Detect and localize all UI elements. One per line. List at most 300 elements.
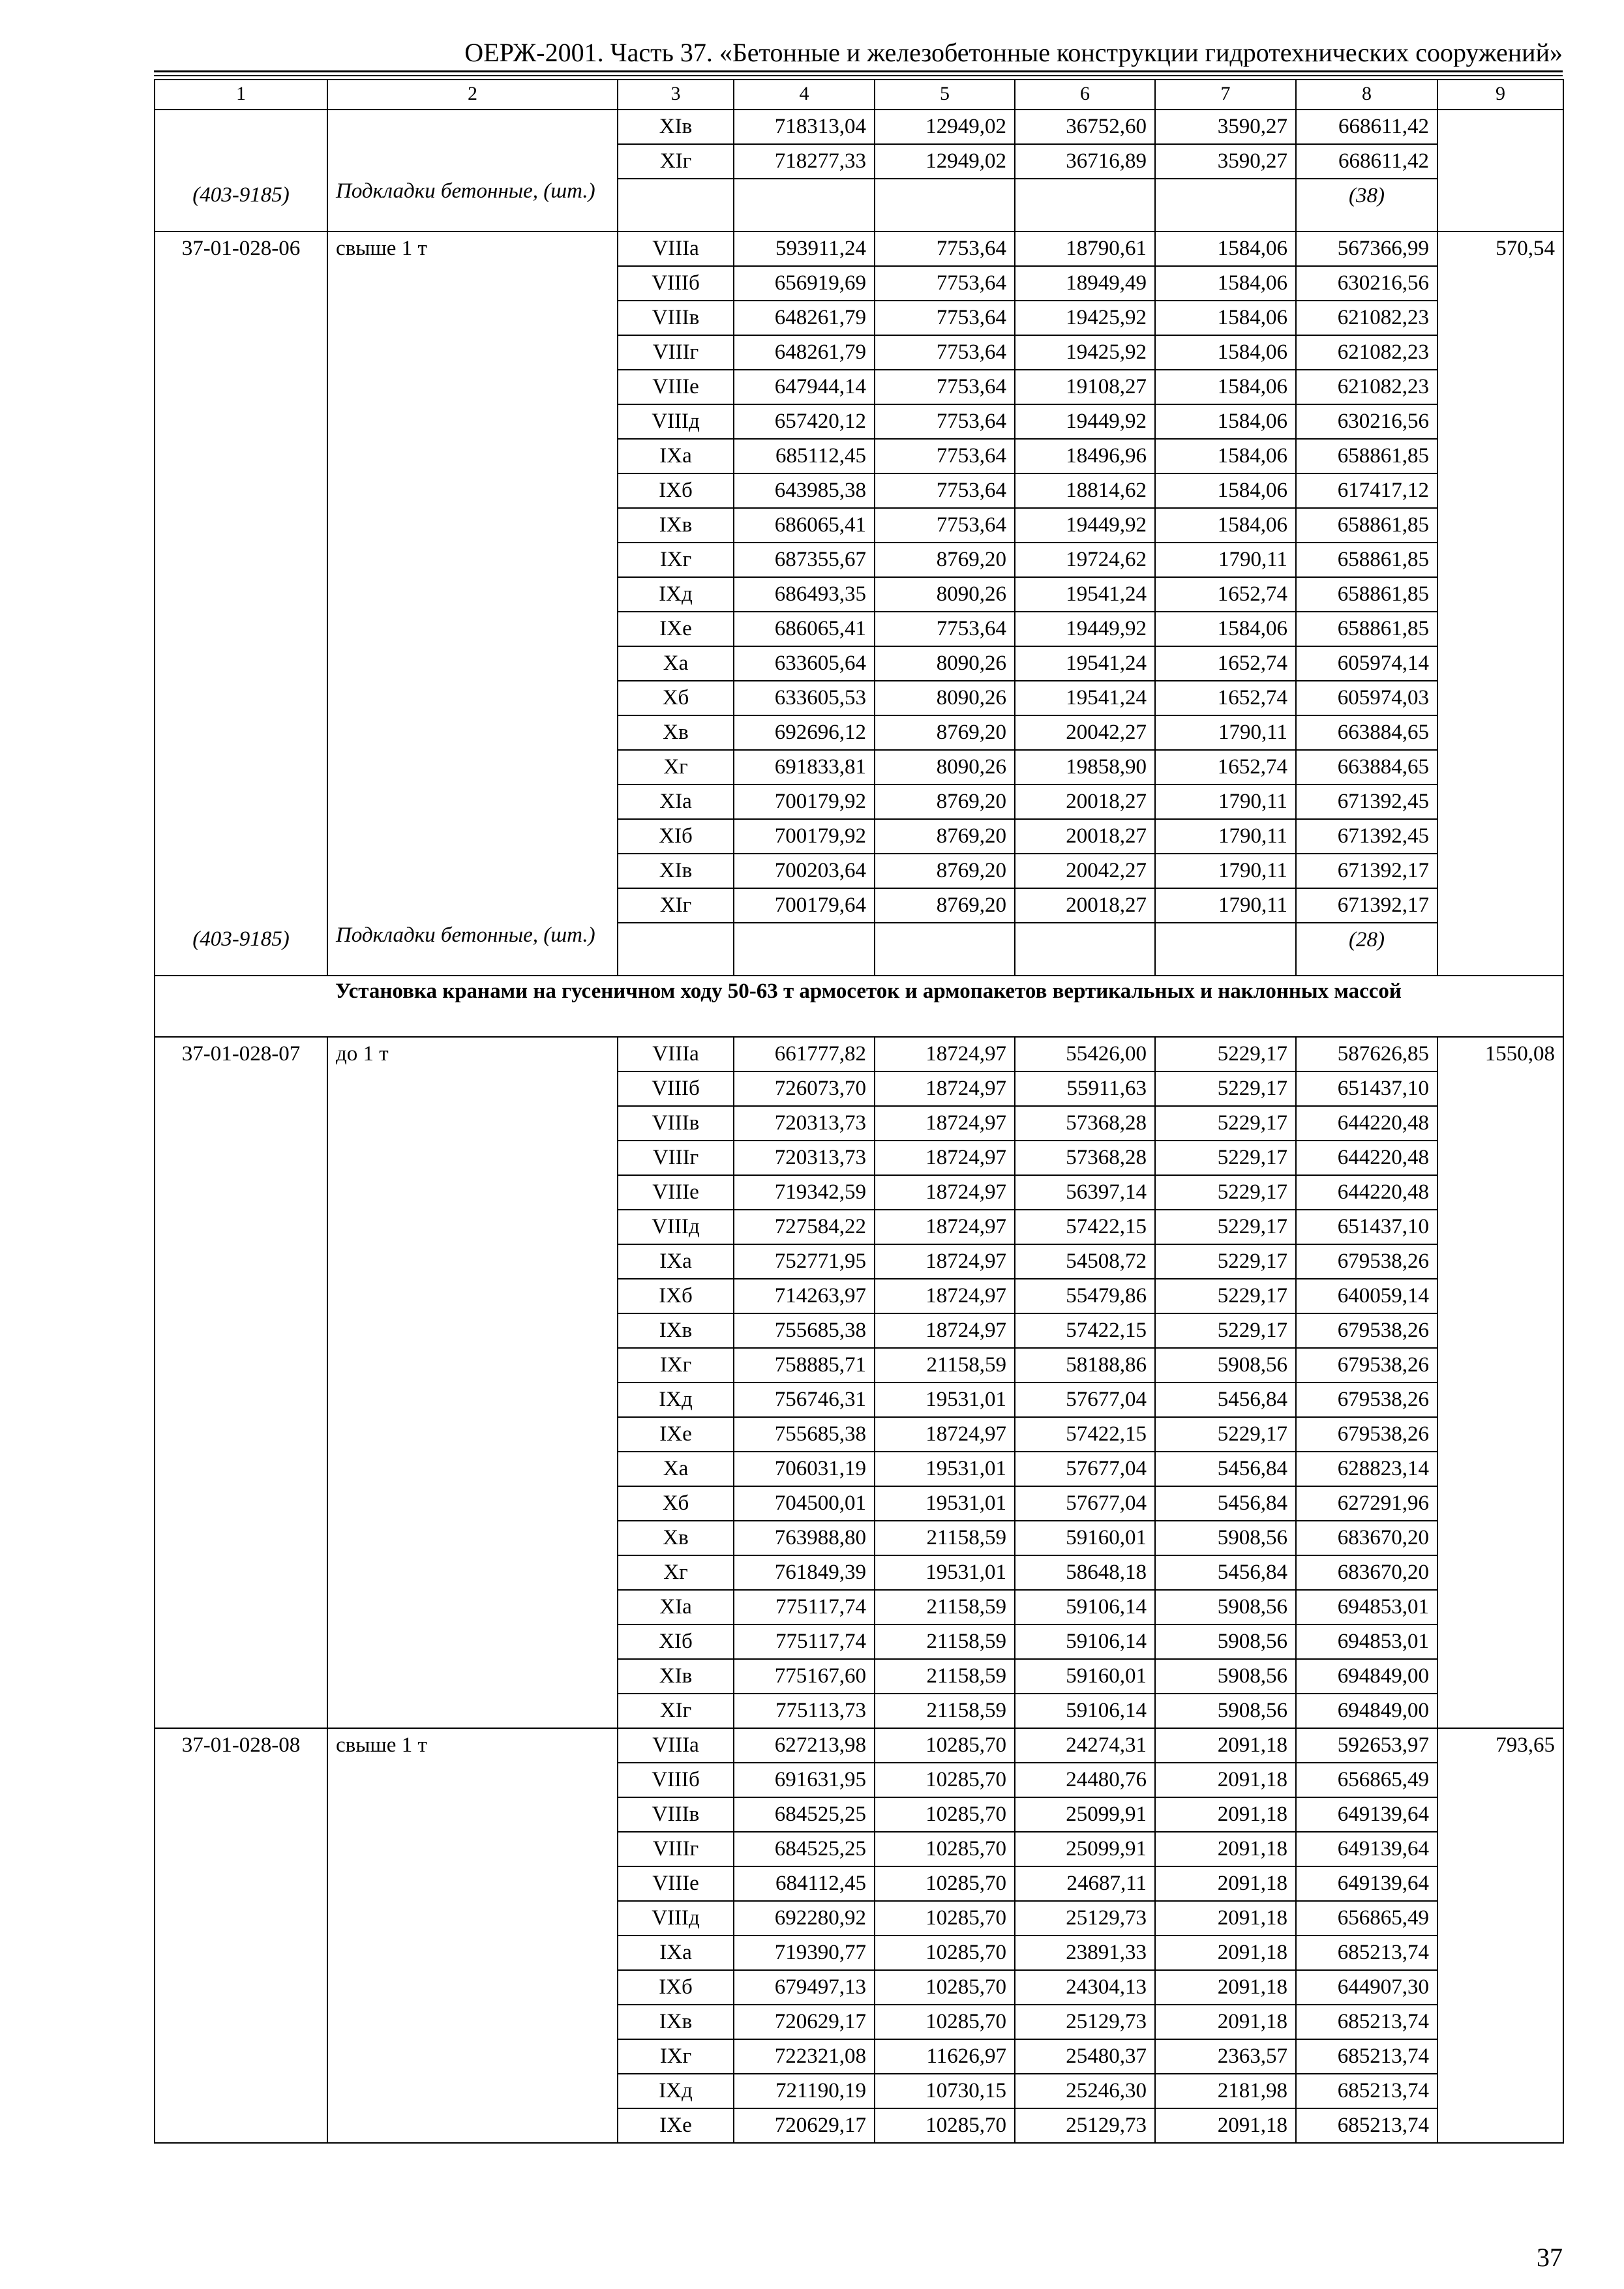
total-cost-cell: 692280,92 <box>734 1901 875 1936</box>
zone-cell: IXг <box>618 2039 734 2074</box>
zone-cell: VIIIд <box>618 1210 734 1244</box>
total-cost-cell: 714263,97 <box>734 1279 875 1313</box>
zone-cell: VIIIв <box>618 1106 734 1141</box>
machine-cost-cell: 25129,73 <box>1015 1901 1155 1936</box>
material-cost-cell: 671392,17 <box>1296 854 1437 888</box>
wage-cell: 8090,26 <box>875 577 1015 612</box>
machinist-wage-cell: 2091,18 <box>1155 1901 1296 1936</box>
column-number-row <box>155 80 1563 110</box>
material-cost-cell: 679538,26 <box>1296 1348 1437 1383</box>
total-cost-cell: 719342,59 <box>734 1175 875 1210</box>
material-cost-cell: 694853,01 <box>1296 1590 1437 1624</box>
empty-cell <box>875 179 1015 232</box>
material-ref-row <box>155 923 1563 976</box>
empty-cell <box>1437 923 1563 976</box>
machine-cost-cell: 54508,72 <box>1015 1244 1155 1279</box>
total-cost-cell: 775117,74 <box>734 1624 875 1659</box>
zone-cell: VIIIб <box>618 1071 734 1106</box>
total-cost-cell: 633605,53 <box>734 681 875 715</box>
machine-cost-cell: 57422,15 <box>1015 1417 1155 1452</box>
empty-cell <box>155 976 327 1037</box>
machinist-wage-cell: 1790,11 <box>1155 854 1296 888</box>
machine-cost-cell: 25480,37 <box>1015 2039 1155 2074</box>
wage-cell: 8769,20 <box>875 888 1015 923</box>
page-number: 37 <box>1537 2243 1563 2272</box>
code-cell <box>155 110 327 179</box>
machinist-wage-cell: 5908,56 <box>1155 1694 1296 1728</box>
wage-cell: 18724,97 <box>875 1175 1015 1210</box>
machinist-wage-cell: 1790,11 <box>1155 785 1296 819</box>
machinist-wage-cell: 2091,18 <box>1155 1970 1296 2005</box>
total-cost-cell: 763988,80 <box>734 1521 875 1555</box>
machinist-wage-cell: 1652,74 <box>1155 750 1296 785</box>
machine-cost-cell: 36752,60 <box>1015 110 1155 144</box>
material-cost-cell: 605974,03 <box>1296 681 1437 715</box>
material-cost-cell: 658861,85 <box>1296 543 1437 577</box>
machine-cost-cell: 18949,49 <box>1015 266 1155 301</box>
wage-cell: 10285,70 <box>875 1797 1015 1832</box>
machine-cost-cell: 24304,13 <box>1015 1970 1155 2005</box>
wage-cell: 21158,59 <box>875 1521 1015 1555</box>
machinist-wage-cell: 5229,17 <box>1155 1037 1296 1071</box>
material-cost-cell: 694849,00 <box>1296 1659 1437 1694</box>
machine-cost-cell: 20042,27 <box>1015 715 1155 750</box>
machinist-wage-cell: 1584,06 <box>1155 508 1296 543</box>
norm-code: 37-01-028-08 <box>155 1728 327 2143</box>
wage-cell: 8769,20 <box>875 854 1015 888</box>
wage-cell: 21158,59 <box>875 1590 1015 1624</box>
material-cost-cell: 640059,14 <box>1296 1279 1437 1313</box>
material-cost-cell: 668611,42 <box>1296 110 1437 144</box>
wage-cell: 21158,59 <box>875 1659 1015 1694</box>
col9-value: 570,54 <box>1437 232 1563 923</box>
norm-name: свыше 1 т <box>327 1728 618 2143</box>
machine-cost-cell: 56397,14 <box>1015 1175 1155 1210</box>
material-cost-cell: 649139,64 <box>1296 1832 1437 1866</box>
norm-code: 37-01-028-06 <box>155 232 327 923</box>
wage-cell: 8769,20 <box>875 785 1015 819</box>
page-header: ОЕРЖ-2001. Часть 37. «Бетонные и железобетонные конструкции гидротехнических сооружений» <box>154 38 1563 72</box>
machine-cost-cell: 18814,62 <box>1015 473 1155 508</box>
zone-cell: IXа <box>618 1244 734 1279</box>
machine-cost-cell: 19541,24 <box>1015 646 1155 681</box>
machine-cost-cell: 24274,31 <box>1015 1728 1155 1763</box>
zone-cell: IXг <box>618 543 734 577</box>
total-cost-cell: 726073,70 <box>734 1071 875 1106</box>
machinist-wage-cell: 1584,06 <box>1155 404 1296 439</box>
material-cost-cell: 658861,85 <box>1296 439 1437 473</box>
machine-cost-cell: 19449,92 <box>1015 508 1155 543</box>
zone-cell: IXд <box>618 2074 734 2108</box>
machinist-wage-cell: 2363,57 <box>1155 2039 1296 2074</box>
zone-cell: IXе <box>618 612 734 646</box>
material-cost-cell: 627291,96 <box>1296 1486 1437 1521</box>
wage-cell: 19531,01 <box>875 1555 1015 1590</box>
material-cost-cell: 644907,30 <box>1296 1970 1437 2005</box>
zone-cell: XIв <box>618 110 734 144</box>
material-cost-cell: 621082,23 <box>1296 335 1437 370</box>
wage-cell: 7753,64 <box>875 404 1015 439</box>
section-title: Установка кранами на гусеничном ходу 50-63 т армосеток и армопакетов вертикальных и наклонных массой <box>327 976 1563 1037</box>
zone-cell: XIб <box>618 1624 734 1659</box>
col9-value: 793,65 <box>1437 1728 1563 2143</box>
material-cost-cell: 630216,56 <box>1296 404 1437 439</box>
material-cost-cell: 656865,49 <box>1296 1763 1437 1797</box>
zone-cell: XIг <box>618 1694 734 1728</box>
machinist-wage-cell: 2091,18 <box>1155 1936 1296 1970</box>
total-cost-cell: 720629,17 <box>734 2108 875 2143</box>
price-table <box>154 79 1564 2144</box>
zone-cell: XIв <box>618 1659 734 1694</box>
zone-cell: IXв <box>618 508 734 543</box>
zone-cell: IXд <box>618 1383 734 1417</box>
machinist-wage-cell: 5456,84 <box>1155 1486 1296 1521</box>
machine-cost-cell: 25129,73 <box>1015 2108 1155 2143</box>
total-cost-cell: 720313,73 <box>734 1106 875 1141</box>
column-number: 5 <box>875 80 1015 110</box>
column-number: 6 <box>1015 80 1155 110</box>
wage-cell: 8769,20 <box>875 715 1015 750</box>
total-cost-cell: 718313,04 <box>734 110 875 144</box>
machinist-wage-cell: 2091,18 <box>1155 1797 1296 1832</box>
total-cost-cell: 657420,12 <box>734 404 875 439</box>
total-cost-cell: 755685,38 <box>734 1313 875 1348</box>
wage-cell: 12949,02 <box>875 144 1015 179</box>
total-cost-cell: 685112,45 <box>734 439 875 473</box>
zone-cell: VIIIб <box>618 266 734 301</box>
machinist-wage-cell: 5229,17 <box>1155 1071 1296 1106</box>
material-cost-cell: 644220,48 <box>1296 1106 1437 1141</box>
total-cost-cell: 756746,31 <box>734 1383 875 1417</box>
empty-cell <box>1015 179 1155 232</box>
zone-cell: VIIIе <box>618 1175 734 1210</box>
total-cost-cell: 700179,92 <box>734 785 875 819</box>
material-cost-cell: 621082,23 <box>1296 370 1437 404</box>
material-cost-cell: 668611,42 <box>1296 144 1437 179</box>
wage-cell: 7753,64 <box>875 335 1015 370</box>
zone-cell: Xв <box>618 715 734 750</box>
wage-cell: 10285,70 <box>875 1866 1015 1901</box>
material-cost-cell: 663884,65 <box>1296 715 1437 750</box>
machine-cost-cell: 25129,73 <box>1015 2005 1155 2039</box>
machine-cost-cell: 58648,18 <box>1015 1555 1155 1590</box>
wage-cell: 10285,70 <box>875 1832 1015 1866</box>
total-cost-cell: 684112,45 <box>734 1866 875 1901</box>
total-cost-cell: 679497,13 <box>734 1970 875 2005</box>
table-row <box>155 232 1563 266</box>
machinist-wage-cell: 5229,17 <box>1155 1244 1296 1279</box>
empty-cell <box>1437 179 1563 232</box>
material-cost-cell: 587626,85 <box>1296 1037 1437 1071</box>
material-name: Подкладки бетонные, (шт.) <box>327 923 618 976</box>
wage-cell: 10285,70 <box>875 1763 1015 1797</box>
empty-cell <box>618 923 734 976</box>
table-row <box>155 1037 1563 1071</box>
total-cost-cell: 691631,95 <box>734 1763 875 1797</box>
wage-cell: 18724,97 <box>875 1071 1015 1106</box>
machine-cost-cell: 20042,27 <box>1015 854 1155 888</box>
machinist-wage-cell: 1790,11 <box>1155 888 1296 923</box>
empty-cell <box>1155 179 1296 232</box>
wage-cell: 10285,70 <box>875 1970 1015 2005</box>
material-cost-cell: 679538,26 <box>1296 1244 1437 1279</box>
machinist-wage-cell: 1652,74 <box>1155 681 1296 715</box>
material-cost-cell: 694853,01 <box>1296 1624 1437 1659</box>
machinist-wage-cell: 5456,84 <box>1155 1452 1296 1486</box>
machine-cost-cell: 55911,63 <box>1015 1071 1155 1106</box>
total-cost-cell: 758885,71 <box>734 1348 875 1383</box>
wage-cell: 19531,01 <box>875 1383 1015 1417</box>
zone-cell: Xб <box>618 1486 734 1521</box>
machine-cost-cell: 57422,15 <box>1015 1313 1155 1348</box>
machine-cost-cell: 57677,04 <box>1015 1452 1155 1486</box>
machinist-wage-cell: 1652,74 <box>1155 577 1296 612</box>
material-cost-cell: 683670,20 <box>1296 1521 1437 1555</box>
total-cost-cell: 686493,35 <box>734 577 875 612</box>
total-cost-cell: 700179,64 <box>734 888 875 923</box>
material-cost-cell: 621082,23 <box>1296 301 1437 335</box>
empty-cell <box>1155 923 1296 976</box>
wage-cell: 7753,64 <box>875 301 1015 335</box>
wage-cell: 21158,59 <box>875 1694 1015 1728</box>
zone-cell: IXд <box>618 577 734 612</box>
material-cost-cell: 683670,20 <box>1296 1555 1437 1590</box>
total-cost-cell: 686065,41 <box>734 612 875 646</box>
zone-cell: VIIIв <box>618 301 734 335</box>
norm-code: 37-01-028-07 <box>155 1037 327 1728</box>
material-cost-cell: 671392,45 <box>1296 819 1437 854</box>
machinist-wage-cell: 5908,56 <box>1155 1624 1296 1659</box>
zone-cell: VIIIа <box>618 232 734 266</box>
norm-name: до 1 т <box>327 1037 618 1728</box>
material-cost-cell: 679538,26 <box>1296 1383 1437 1417</box>
zone-cell: Xг <box>618 750 734 785</box>
machinist-wage-cell: 2091,18 <box>1155 2108 1296 2143</box>
machine-cost-cell: 25246,30 <box>1015 2074 1155 2108</box>
material-quantity: (38) <box>1296 179 1437 232</box>
material-cost-cell: 671392,45 <box>1296 785 1437 819</box>
total-cost-cell: 633605,64 <box>734 646 875 681</box>
zone-cell: XIг <box>618 888 734 923</box>
total-cost-cell: 700203,64 <box>734 854 875 888</box>
zone-cell: VIIIг <box>618 1141 734 1175</box>
total-cost-cell: 704500,01 <box>734 1486 875 1521</box>
zone-cell: XIг <box>618 144 734 179</box>
wage-cell: 18724,97 <box>875 1106 1015 1141</box>
total-cost-cell: 700179,92 <box>734 819 875 854</box>
machinist-wage-cell: 5229,17 <box>1155 1417 1296 1452</box>
zone-cell: VIIIа <box>618 1728 734 1763</box>
material-cost-cell: 644220,48 <box>1296 1175 1437 1210</box>
machine-cost-cell: 57368,28 <box>1015 1141 1155 1175</box>
wage-cell: 7753,64 <box>875 612 1015 646</box>
machinist-wage-cell: 1790,11 <box>1155 543 1296 577</box>
wage-cell: 21158,59 <box>875 1624 1015 1659</box>
total-cost-cell: 684525,25 <box>734 1797 875 1832</box>
machine-cost-cell: 59106,14 <box>1015 1590 1155 1624</box>
machinist-wage-cell: 1790,11 <box>1155 819 1296 854</box>
machine-cost-cell: 20018,27 <box>1015 819 1155 854</box>
wage-cell: 8090,26 <box>875 646 1015 681</box>
machinist-wage-cell: 1584,06 <box>1155 266 1296 301</box>
zone-cell: Xг <box>618 1555 734 1590</box>
machine-cost-cell: 20018,27 <box>1015 785 1155 819</box>
total-cost-cell: 706031,19 <box>734 1452 875 1486</box>
machine-cost-cell: 19425,92 <box>1015 301 1155 335</box>
machinist-wage-cell: 5456,84 <box>1155 1555 1296 1590</box>
material-code: (403-9185) <box>155 179 327 232</box>
material-cost-cell: 658861,85 <box>1296 612 1437 646</box>
material-cost-cell: 685213,74 <box>1296 1936 1437 1970</box>
wage-cell: 8090,26 <box>875 681 1015 715</box>
wage-cell: 18724,97 <box>875 1210 1015 1244</box>
material-cost-cell: 658861,85 <box>1296 577 1437 612</box>
zone-cell: XIб <box>618 819 734 854</box>
wage-cell: 18724,97 <box>875 1141 1015 1175</box>
material-cost-cell: 671392,17 <box>1296 888 1437 923</box>
material-cost-cell: 592653,97 <box>1296 1728 1437 1763</box>
column-number: 1 <box>155 80 327 110</box>
material-name: Подкладки бетонные, (шт.) <box>327 179 618 232</box>
total-cost-cell: 775113,73 <box>734 1694 875 1728</box>
machine-cost-cell: 58188,86 <box>1015 1348 1155 1383</box>
wage-cell: 19531,01 <box>875 1452 1015 1486</box>
total-cost-cell: 643985,38 <box>734 473 875 508</box>
column-number: 8 <box>1296 80 1437 110</box>
machine-cost-cell: 36716,89 <box>1015 144 1155 179</box>
machine-cost-cell: 57677,04 <box>1015 1383 1155 1417</box>
total-cost-cell: 647944,14 <box>734 370 875 404</box>
machinist-wage-cell: 1584,06 <box>1155 370 1296 404</box>
machine-cost-cell: 57677,04 <box>1015 1486 1155 1521</box>
machine-cost-cell: 25099,91 <box>1015 1797 1155 1832</box>
empty-cell <box>618 179 734 232</box>
total-cost-cell: 720313,73 <box>734 1141 875 1175</box>
column-number: 9 <box>1437 80 1563 110</box>
machine-cost-cell: 24687,11 <box>1015 1866 1155 1901</box>
zone-cell: VIIIд <box>618 1901 734 1936</box>
machinist-wage-cell: 5229,17 <box>1155 1279 1296 1313</box>
material-cost-cell: 656865,49 <box>1296 1901 1437 1936</box>
zone-cell: VIIIа <box>618 1037 734 1071</box>
zone-cell: VIIIд <box>618 404 734 439</box>
wage-cell: 18724,97 <box>875 1244 1015 1279</box>
norm-name: свыше 1 т <box>327 232 618 923</box>
material-cost-cell: 663884,65 <box>1296 750 1437 785</box>
material-cost-cell: 685213,74 <box>1296 2039 1437 2074</box>
machine-cost-cell: 19858,90 <box>1015 750 1155 785</box>
zone-cell: IXб <box>618 1279 734 1313</box>
zone-cell: IXг <box>618 1348 734 1383</box>
material-code: (403-9185) <box>155 923 327 976</box>
machinist-wage-cell: 2091,18 <box>1155 1763 1296 1797</box>
machine-cost-cell: 19449,92 <box>1015 612 1155 646</box>
machinist-wage-cell: 1584,06 <box>1155 301 1296 335</box>
material-cost-cell: 658861,85 <box>1296 508 1437 543</box>
machine-cost-cell: 59106,14 <box>1015 1694 1155 1728</box>
material-cost-cell: 651437,10 <box>1296 1071 1437 1106</box>
machinist-wage-cell: 1790,11 <box>1155 715 1296 750</box>
machine-cost-cell: 18496,96 <box>1015 439 1155 473</box>
total-cost-cell: 719390,77 <box>734 1936 875 1970</box>
material-cost-cell: 617417,12 <box>1296 473 1437 508</box>
empty-cell <box>734 923 875 976</box>
machine-cost-cell: 19108,27 <box>1015 370 1155 404</box>
total-cost-cell: 727584,22 <box>734 1210 875 1244</box>
material-cost-cell: 685213,74 <box>1296 2108 1437 2143</box>
total-cost-cell: 687355,67 <box>734 543 875 577</box>
wage-cell: 10285,70 <box>875 1728 1015 1763</box>
machine-cost-cell: 55479,86 <box>1015 1279 1155 1313</box>
wage-cell: 7753,64 <box>875 232 1015 266</box>
zone-cell: Xа <box>618 646 734 681</box>
total-cost-cell: 722321,08 <box>734 2039 875 2074</box>
total-cost-cell: 775117,74 <box>734 1590 875 1624</box>
machinist-wage-cell: 5456,84 <box>1155 1383 1296 1417</box>
zone-cell: IXв <box>618 2005 734 2039</box>
zone-cell: Xв <box>618 1521 734 1555</box>
machine-cost-cell: 19449,92 <box>1015 404 1155 439</box>
machine-cost-cell: 24480,76 <box>1015 1763 1155 1797</box>
total-cost-cell: 661777,82 <box>734 1037 875 1071</box>
material-cost-cell: 605974,14 <box>1296 646 1437 681</box>
wage-cell: 10285,70 <box>875 1901 1015 1936</box>
material-cost-cell: 630216,56 <box>1296 266 1437 301</box>
total-cost-cell: 593911,24 <box>734 232 875 266</box>
wage-cell: 8769,20 <box>875 543 1015 577</box>
material-cost-cell: 644220,48 <box>1296 1141 1437 1175</box>
machinist-wage-cell: 1584,06 <box>1155 473 1296 508</box>
wage-cell: 11626,97 <box>875 2039 1015 2074</box>
machinist-wage-cell: 1584,06 <box>1155 232 1296 266</box>
machinist-wage-cell: 5229,17 <box>1155 1141 1296 1175</box>
machinist-wage-cell: 2091,18 <box>1155 2005 1296 2039</box>
zone-cell: IXа <box>618 439 734 473</box>
machine-cost-cell: 23891,33 <box>1015 1936 1155 1970</box>
machinist-wage-cell: 1584,06 <box>1155 612 1296 646</box>
wage-cell: 18724,97 <box>875 1417 1015 1452</box>
section-row <box>155 976 1563 1037</box>
wage-cell: 7753,64 <box>875 370 1015 404</box>
wage-cell: 8090,26 <box>875 750 1015 785</box>
machine-cost-cell: 59160,01 <box>1015 1659 1155 1694</box>
machinist-wage-cell: 5908,56 <box>1155 1659 1296 1694</box>
total-cost-cell: 775167,60 <box>734 1659 875 1694</box>
zone-cell: IXе <box>618 1417 734 1452</box>
machinist-wage-cell: 1652,74 <box>1155 646 1296 681</box>
machinist-wage-cell: 2091,18 <box>1155 1866 1296 1901</box>
wage-cell: 8769,20 <box>875 819 1015 854</box>
machine-cost-cell: 19724,62 <box>1015 543 1155 577</box>
total-cost-cell: 684525,25 <box>734 1832 875 1866</box>
machine-cost-cell: 57368,28 <box>1015 1106 1155 1141</box>
machine-cost-cell: 19541,24 <box>1015 681 1155 715</box>
empty-cell <box>734 179 875 232</box>
material-cost-cell: 649139,64 <box>1296 1797 1437 1832</box>
total-cost-cell: 686065,41 <box>734 508 875 543</box>
machinist-wage-cell: 2091,18 <box>1155 1832 1296 1866</box>
column-number: 7 <box>1155 80 1296 110</box>
machinist-wage-cell: 5229,17 <box>1155 1210 1296 1244</box>
machine-cost-cell: 19425,92 <box>1015 335 1155 370</box>
machinist-wage-cell: 5229,17 <box>1155 1106 1296 1141</box>
machine-cost-cell: 59106,14 <box>1015 1624 1155 1659</box>
total-cost-cell: 752771,95 <box>734 1244 875 1279</box>
table-row <box>155 110 1563 144</box>
column-number: 3 <box>618 80 734 110</box>
zone-cell: IXа <box>618 1936 734 1970</box>
total-cost-cell: 720629,17 <box>734 2005 875 2039</box>
